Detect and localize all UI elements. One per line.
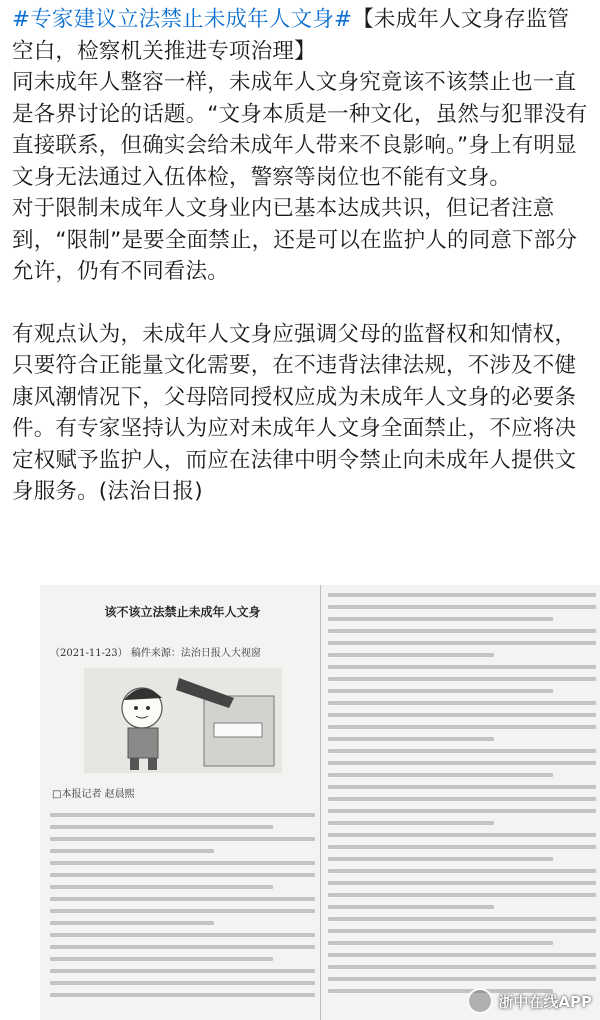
text-line [328, 833, 596, 837]
text-line [328, 797, 596, 801]
text-line [50, 957, 273, 961]
clipping-left-column [50, 585, 315, 1020]
text-line [50, 969, 315, 973]
text-line [50, 837, 315, 841]
text-line [50, 849, 214, 853]
text-line [328, 917, 596, 921]
text-line [328, 929, 596, 933]
watermark-text: 浙中在线APP [498, 992, 592, 1011]
text-line [50, 825, 273, 829]
text-line [328, 953, 596, 957]
text-line [328, 857, 553, 861]
text-line [50, 993, 315, 997]
text-line [50, 861, 315, 865]
text-line [50, 897, 315, 901]
text-line [328, 605, 596, 609]
text-line [328, 965, 596, 969]
text-line [328, 809, 596, 813]
app-logo-icon [467, 988, 493, 1014]
text-line [328, 905, 494, 909]
text-line [328, 737, 494, 741]
paragraph-spacer [12, 288, 588, 319]
post-headline-paragraph [12, 4, 588, 67]
clipping-date-line: （2021-11-23） 稿件来源：法治日报人大视窗 [50, 648, 261, 659]
post-paragraph-3: 有观点认为，未成年人文身应强调父母的监督权和知情权，只要符合正能量文化需要，在不违背法律法规，不涉及不健康风潮情况下，父母陪同授权应成为未成年人文身的必要条件。有专家坚持认为应对未成年人文身全面禁止，不应将决定权赋予监护人，而应在法律中明令禁止向未成年人提供文身服务。(法治日报) [12, 321, 577, 504]
text-line [50, 909, 315, 913]
text-line [328, 593, 596, 597]
text-line [50, 873, 315, 877]
post-paragraph-2: 对于限制未成年人文身业内已基本达成共识，但记者注意到，“限制”是要全面禁止，还是可以在监护人的同意下部分允许，仍有不同看法。 [12, 196, 578, 284]
text-line [328, 641, 596, 645]
post-paragraph-1: 同未成年人整容一样，未成年人文身究竟该不该禁止也一直是各界讨论的话题。“文身本质是一种文化，虽然与犯罪没有直接联系，但确实会给未成年人带来不良影响。”身上有明显文身无法通过入伍体检，警察等岗位也不能有文身。 [12, 70, 588, 190]
text-line [50, 885, 273, 889]
clipping-reporter-line: □本报记者 赵晨熙 [52, 789, 135, 800]
text-line [328, 617, 553, 621]
text-line [328, 629, 596, 633]
clipping-right-column [328, 585, 596, 1020]
text-line [50, 921, 214, 925]
text-line [50, 981, 315, 985]
text-line [50, 933, 315, 937]
text-line [328, 785, 596, 789]
text-line [50, 945, 315, 949]
text-line [328, 749, 596, 753]
text-line [328, 773, 553, 777]
text-line [328, 869, 596, 873]
newspaper-clipping-image[interactable] [40, 585, 600, 1020]
post-headline: 【未成年人文身存监管空白，检察机关推进专项治理】 [12, 7, 570, 64]
text-line [328, 893, 596, 897]
text-line [328, 941, 553, 945]
text-line [328, 725, 596, 729]
clipping-title: 该不该立法禁止未成年人文身 [104, 605, 261, 619]
text-line [328, 689, 553, 693]
clipping-left-text-block [50, 813, 315, 1005]
text-line [328, 677, 596, 681]
text-line [328, 713, 596, 717]
cartoon-tattoo-shop-icon [84, 668, 282, 773]
text-line [328, 821, 494, 825]
cartoon-illustration [84, 668, 282, 773]
text-line [328, 653, 494, 657]
clipping-right-text-block [328, 593, 596, 1001]
text-line [328, 665, 596, 669]
text-line [328, 701, 596, 705]
text-line [328, 881, 596, 885]
column-divider [320, 585, 321, 1020]
app-watermark [467, 988, 592, 1014]
text-line [328, 977, 596, 981]
topic-hashtag-link[interactable]: #专家建议立法禁止未成年人文身# [12, 7, 353, 32]
text-line [328, 761, 596, 765]
text-line [328, 845, 596, 849]
text-line [50, 813, 315, 817]
